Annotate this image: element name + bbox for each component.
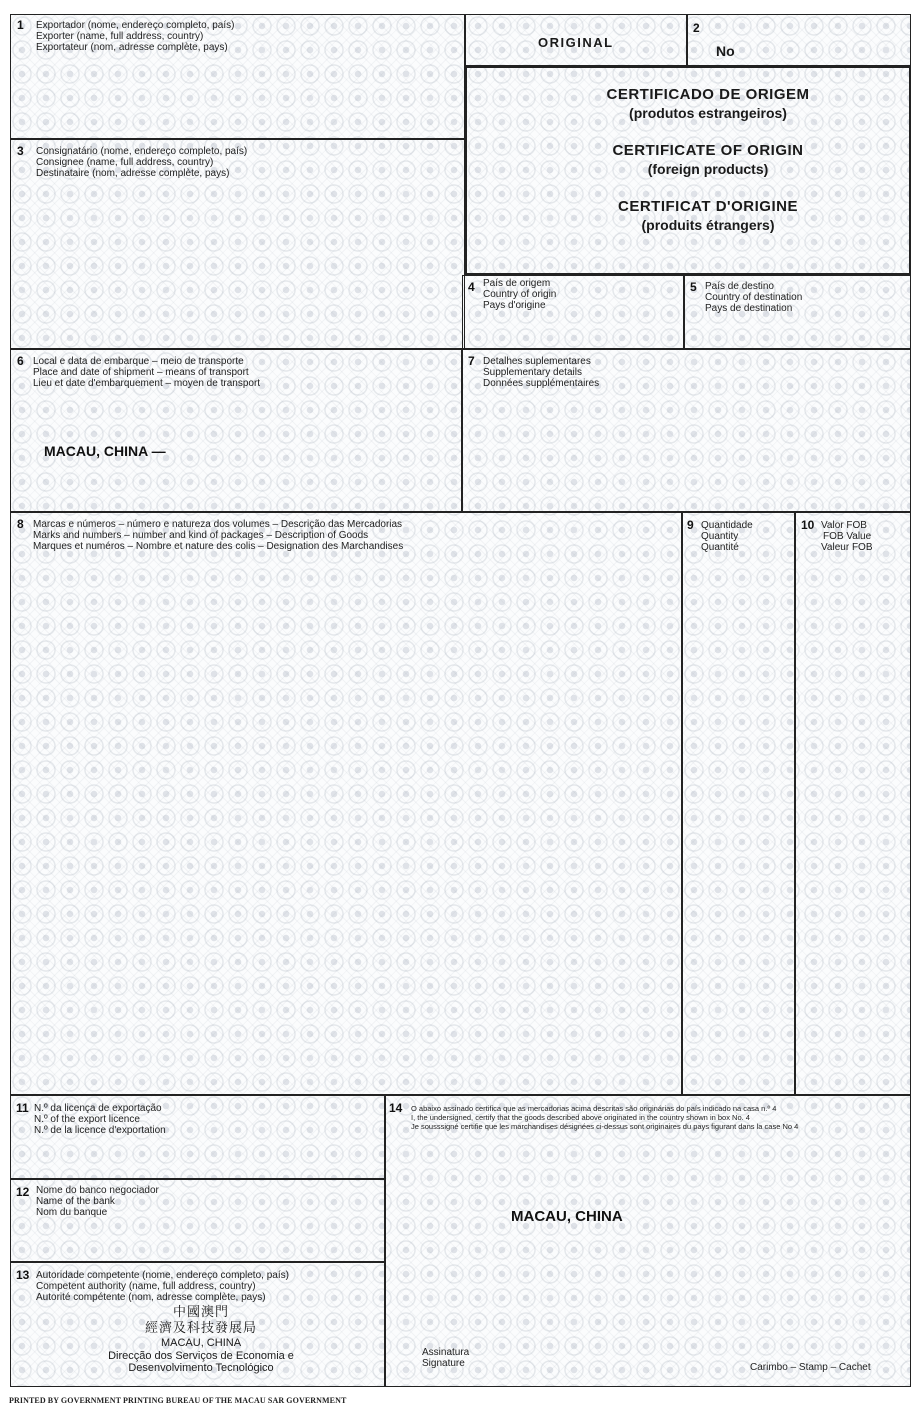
box-supplementary-details[interactable] bbox=[462, 349, 911, 512]
box-number: 7 bbox=[468, 354, 475, 368]
number-label: No bbox=[716, 43, 735, 59]
box-certification[interactable] bbox=[385, 1095, 911, 1387]
box-label: Valor FOB FOB Value Valeur FOB bbox=[821, 520, 873, 553]
box-country-of-origin[interactable] bbox=[462, 275, 684, 349]
box-label: Local e data de embarque – meio de transporte Place and date of shipment – means of transport Lieu et date d'embarquement – moyen de transport bbox=[33, 356, 261, 389]
box-label: N.º da licença de exportação N.º of the export licence N.º de la licence d'exportation bbox=[34, 1103, 166, 1136]
subtitle-en: (foreign products) bbox=[647, 161, 769, 177]
box-exporter[interactable] bbox=[10, 14, 465, 139]
box-label: País de origem Country of origin Pays d'origine bbox=[483, 278, 557, 311]
certificate-form bbox=[10, 14, 911, 1387]
box-label: Exportador (nome, endereço completo, país) Exporter (name, full address, country) Exportateur (nom, adresse complète, pays) bbox=[36, 20, 235, 53]
box-description-of-goods[interactable] bbox=[10, 512, 682, 1095]
box-number: 1 bbox=[17, 18, 24, 32]
box-number: 13 bbox=[16, 1268, 30, 1282]
authority-stamp-text: 中國澳門 經濟及科技發展局 MACAU, CHINA Direcção dos Serviços de Economia e Desenvolvimento Tecnológico bbox=[108, 1305, 294, 1374]
box-number: 6 bbox=[17, 354, 24, 368]
original-box bbox=[465, 14, 687, 66]
title-fr: CERTIFICAT D'ORIGINE bbox=[618, 198, 798, 215]
box-certificate-number[interactable] bbox=[687, 14, 911, 66]
box-label: Detalhes suplementares Supplementary details Données supplémentaires bbox=[483, 356, 600, 389]
certificate-title-box bbox=[465, 66, 911, 275]
box-export-licence[interactable] bbox=[10, 1095, 385, 1179]
box-number: 9 bbox=[687, 518, 694, 532]
box-number: 3 bbox=[17, 144, 24, 158]
box-number: 5 bbox=[690, 280, 697, 294]
box-fob-value[interactable] bbox=[795, 512, 911, 1095]
stamp-label: Carimbo – Stamp – Cachet bbox=[750, 1362, 871, 1373]
signature-label: Assinatura Signature bbox=[422, 1347, 470, 1369]
original-label: ORIGINAL bbox=[538, 35, 614, 50]
box-label: O abaixo assinado certifica que as mercadorias acima descritas são originárias do país indicado na casa n.º 4 I, the undersigned, certify that the goods described above originated in the country shown in box No. 4 Je sousssigné certifie que les marchandises désignées ci-dessus sont originaires du pays figurant dans la case No 4 bbox=[411, 1104, 799, 1131]
title-en: CERTIFICATE OF ORIGIN bbox=[612, 142, 804, 159]
box-number: 2 bbox=[693, 21, 700, 35]
box-competent-authority[interactable] bbox=[10, 1262, 385, 1387]
box-consignee[interactable] bbox=[10, 139, 465, 349]
box-label: País de destino Country of destination Pays de destination bbox=[705, 281, 803, 314]
box-shipment[interactable] bbox=[10, 349, 462, 512]
box-label: Quantidade Quantity Quantité bbox=[701, 520, 753, 553]
printer-footer: PRINTED BY GOVERNMENT PRINTING BUREAU OF THE MACAU SAR GOVERNMENT bbox=[9, 1396, 347, 1405]
box-label: Consignatário (nome, endereço completo, país) Consignee (name, full address, country) Destinataire (nom, adresse complète, pays) bbox=[36, 146, 248, 179]
box-label: Marcas e números – número e natureza dos volumes – Descrição das Mercadorias Marks and numbers – number and kind of packages – Description of Goods Marques et numéros – Nombre et nature des colis – Designation des Marchandises bbox=[33, 519, 404, 552]
subtitle-fr: (produits étrangers) bbox=[641, 217, 775, 233]
box-label: Autoridade competente (nome, endereço completo, país) Competent authority (name, full address, country) Autorité compétente (nom, adresse complète, pays) bbox=[36, 1270, 289, 1303]
box-quantity[interactable] bbox=[682, 512, 795, 1095]
box-number: 10 bbox=[801, 518, 815, 532]
shipment-place-value: MACAU, CHINA — bbox=[44, 443, 166, 459]
box-country-of-destination[interactable] bbox=[684, 275, 911, 349]
box-number: 14 bbox=[389, 1101, 403, 1115]
title-pt: CERTIFICADO DE ORIGEM bbox=[606, 86, 810, 103]
box-bank[interactable] bbox=[10, 1179, 385, 1262]
box-label: Nome do banco negociador Name of the bank Nom du banque bbox=[36, 1185, 159, 1218]
certification-country-value: MACAU, CHINA bbox=[511, 1208, 623, 1225]
box-number: 12 bbox=[16, 1185, 30, 1199]
box-number: 8 bbox=[17, 517, 24, 531]
box-number: 4 bbox=[468, 280, 475, 294]
subtitle-pt: (produtos estrangeiros) bbox=[629, 105, 787, 121]
box-number: 11 bbox=[16, 1101, 29, 1115]
